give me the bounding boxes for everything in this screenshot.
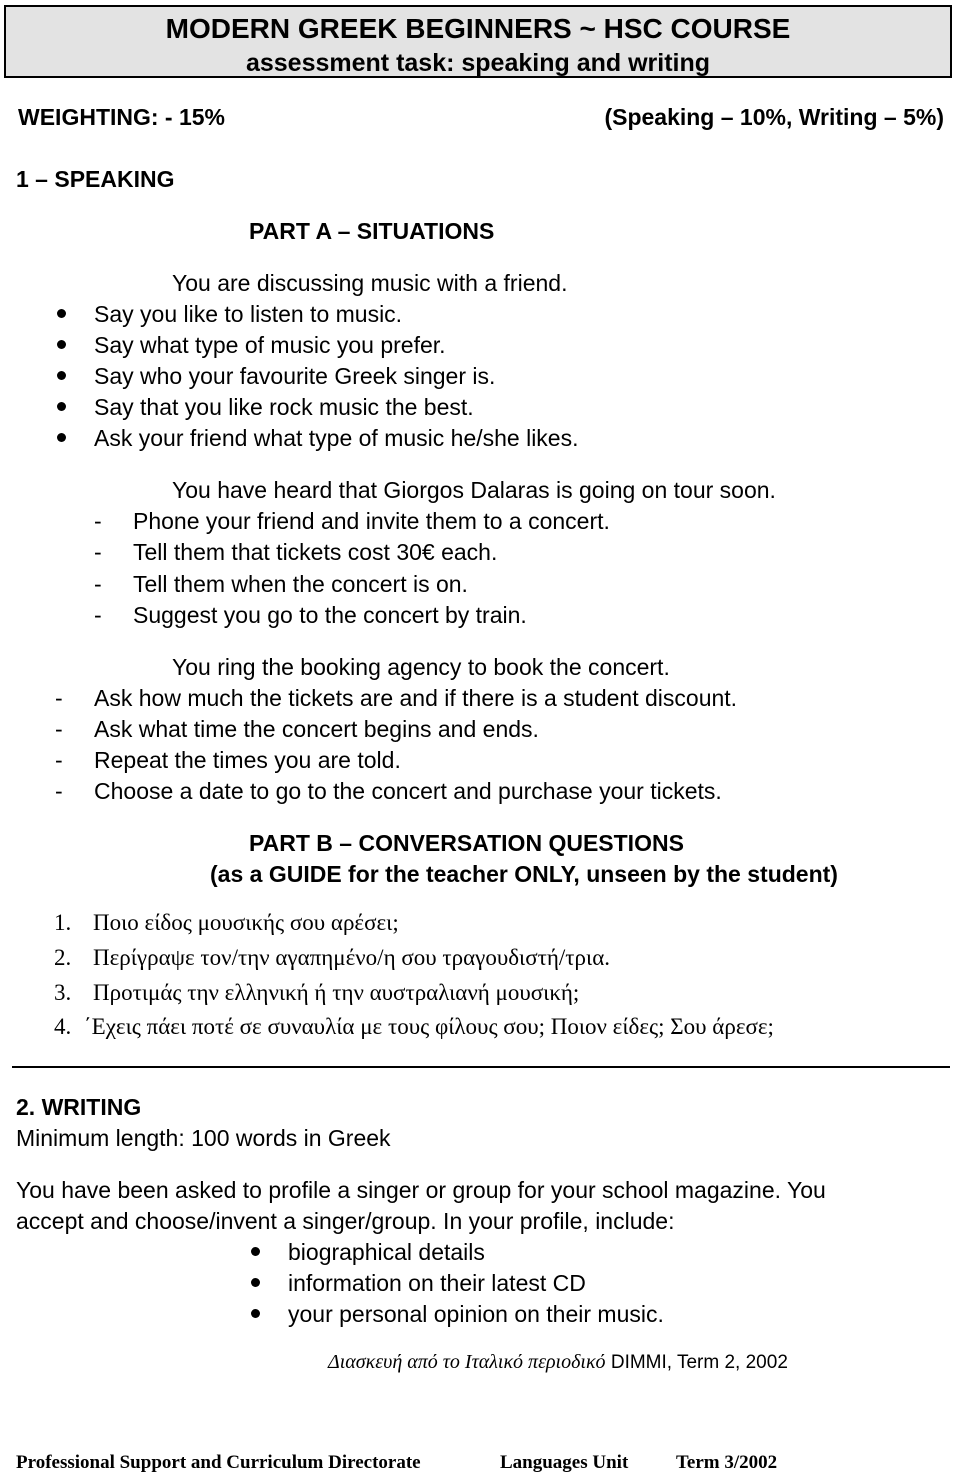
dash-marker: - xyxy=(55,747,63,773)
question-text: Ποιο είδος μουσικής σου αρέσει; xyxy=(93,910,399,935)
footer-term: Term 3/2002 xyxy=(676,1452,778,1473)
list-item: your personal opinion on their music. xyxy=(288,1301,664,1327)
source-credit xyxy=(328,1351,788,1374)
list-item: Ask what time the concert begins and ends. xyxy=(94,716,539,742)
situation-3-intro: You ring the booking agency to book the concert. xyxy=(172,654,670,680)
bullet-icon xyxy=(251,1278,260,1287)
bullet-icon xyxy=(57,433,66,442)
list-item: biographical details xyxy=(288,1239,485,1265)
speaking-heading: 1 – SPEAKING xyxy=(16,166,175,192)
writing-task-line-1: You have been asked to profile a singer or group for your school magazine. You xyxy=(16,1177,826,1203)
document-title: MODERN GREEK BEGINNERS ~ HSC COURSE xyxy=(165,13,791,44)
question-number: 1. xyxy=(54,910,72,935)
question-text: Περίγραψε τον/την αγαπημένο/η σου τραγουδιστή/τρια. xyxy=(93,945,610,970)
dash-marker: - xyxy=(55,716,63,742)
list-item: Say who your favourite Greek singer is. xyxy=(94,363,496,389)
dash-marker: - xyxy=(94,539,102,565)
list-item: Suggest you go to the concert by train. xyxy=(133,602,527,628)
bullet-icon xyxy=(57,371,66,380)
list-item: Tell them that tickets cost 30€ each. xyxy=(133,539,498,565)
part-b-subheading: (as a GUIDE for the teacher ONLY, unseen by the student) xyxy=(210,861,838,887)
question-number: 2. xyxy=(54,945,72,970)
section-divider xyxy=(12,1066,950,1068)
bullet-icon xyxy=(57,309,66,318)
dash-marker: - xyxy=(55,778,63,804)
minimum-length: Minimum length: 100 words in Greek xyxy=(16,1125,391,1151)
bullet-icon xyxy=(57,402,66,411)
list-item: Say that you like rock music the best. xyxy=(94,394,474,420)
writing-heading: 2. WRITING xyxy=(16,1094,142,1120)
bullet-icon xyxy=(251,1309,260,1318)
weighting-breakdown: (Speaking – 10%, Writing – 5%) xyxy=(604,104,944,130)
question-number: 4. xyxy=(54,1014,72,1039)
situation-1-intro: You are discussing music with a friend. xyxy=(172,270,568,296)
list-item: Ask your friend what type of music he/she likes. xyxy=(94,425,579,451)
question-text: ΄Εχεις πάει ποτέ σε συναυλία με τους φίλους σου; Ποιον είδες; Σου άρεσε; xyxy=(84,1014,774,1039)
bullet-icon xyxy=(57,340,66,349)
dash-marker: - xyxy=(94,602,102,628)
dash-marker: - xyxy=(55,685,63,711)
list-item: information on their latest CD xyxy=(288,1270,586,1296)
dash-marker: - xyxy=(94,571,102,597)
weighting-label: WEIGHTING: - 15% xyxy=(18,104,226,130)
list-item: Tell them when the concert is on. xyxy=(133,571,468,597)
part-b-heading: PART B – CONVERSATION QUESTIONS xyxy=(249,830,684,856)
list-item: Ask how much the tickets are and if there is a student discount. xyxy=(94,685,738,711)
part-a-heading: PART A – SITUATIONS xyxy=(249,218,495,244)
bullet-icon xyxy=(251,1247,260,1256)
title-box xyxy=(4,5,952,78)
situation-2-intro: You have heard that Giorgos Dalaras is going on tour soon. xyxy=(172,477,776,503)
writing-task-line-2: accept and choose/invent a singer/group. In your profile, include: xyxy=(16,1208,675,1234)
list-item: Phone your friend and invite them to a concert. xyxy=(133,508,610,534)
question-text: Προτιμάς την ελληνική ή την αυστραλιανή μουσική; xyxy=(93,980,580,1005)
source-latin: DIMMI, Term 2, 2002 xyxy=(605,1352,788,1373)
list-item: Choose a date to go to the concert and purchase your tickets. xyxy=(94,778,722,804)
footer-unit: Languages Unit xyxy=(500,1452,629,1473)
list-item: Say you like to listen to music. xyxy=(94,301,403,327)
list-item: Say what type of music you prefer. xyxy=(94,332,446,358)
document-subtitle: assessment task: speaking and writing xyxy=(245,49,711,77)
footer-organisation: Professional Support and Curriculum Directorate xyxy=(16,1452,421,1473)
dash-marker: - xyxy=(94,508,102,534)
list-item: Repeat the times you are told. xyxy=(94,747,401,773)
question-number: 3. xyxy=(54,980,72,1005)
source-greek: Διασκευή από το Ιταλικό περιοδικό xyxy=(328,1351,606,1373)
